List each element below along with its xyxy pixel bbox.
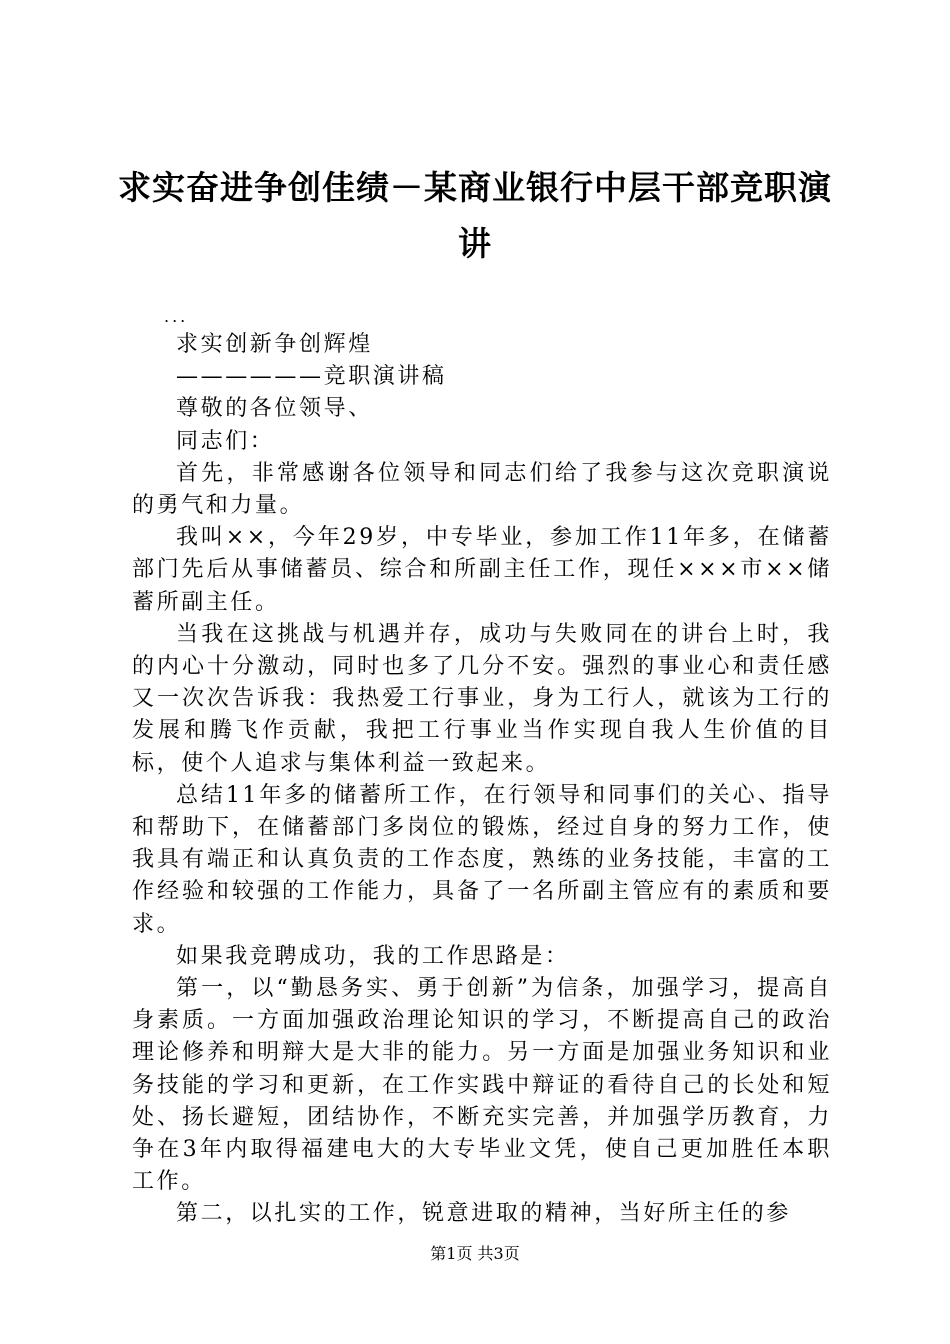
paragraph: 当我在这挑战与机遇并存，成功与失败同在的讲台上时，我的内心十分激动，同时也多了几分不安。强烈的事业心和责任感又一次次告诉我：我热爱工行事业，身为工行人，就该为工行的发展和腾飞作贡献，我把工行事业当作实现自我人生价值的目标，使个人追求与集体利益一致起来。: [132, 621, 832, 776]
salutation-line-2: 同志们：: [176, 428, 275, 454]
paragraph: 我叫××，今年29岁，中专毕业，参加工作11年多，在储蓄部门先后从事储蓄员、综合和所副主任工作，现任×××市××储蓄所副主任。: [132, 525, 832, 615]
speech-label: ——————竞职演讲稿: [176, 364, 447, 390]
paragraph: 如果我竞聘成功，我的工作思路是：: [176, 943, 570, 969]
paragraph: 第一，以“勤恳务实、勇于创新”为信条，加强学习，提高自身素质。一方面加强政治理论知识的学习，不断提高自己的政治理论修养和明辩大是大非的能力。另一方面是加强业务知识和业务技能的学习和更新，在工作实践中辩证的看待自己的长处和短处、扬长避短，团结协作，不断充实完善，并加强学历教育，力争在3年内取得福建电大的大专毕业文凭，使自己更加胜任本职工作。: [132, 976, 832, 1195]
page-number-footer: 第1页 共3页: [430, 1244, 520, 1263]
speech-subtitle: 求实创新争创辉煌: [176, 332, 373, 357]
paragraph: 总结11年多的储蓄所工作，在行领导和同事们的关心、指导和帮助下，在储蓄部门多岗位的锻炼，经过自身的努力工作，使我具有端正和认真负责的工作态度，熟练的业务技能，丰富的工作经验和较强的工作能力，具备了一名所副主管应有的素质和要求。: [132, 782, 832, 937]
paragraph: 首先，非常感谢各位领导和同志们给了我参与这次竞职演说的勇气和力量。: [132, 460, 832, 519]
document-title: 求实奋进争创佳绩－某商业银行中层干部竞职演讲: [118, 168, 832, 263]
paragraph: 第二，以扎实的工作，锐意进取的精神，当好所主任的参: [176, 1201, 792, 1227]
salutation-line-1: 尊敬的各位领导、: [176, 396, 373, 422]
document-body: [132, 305, 832, 1231]
ellipsis-line: ...: [164, 307, 189, 326]
